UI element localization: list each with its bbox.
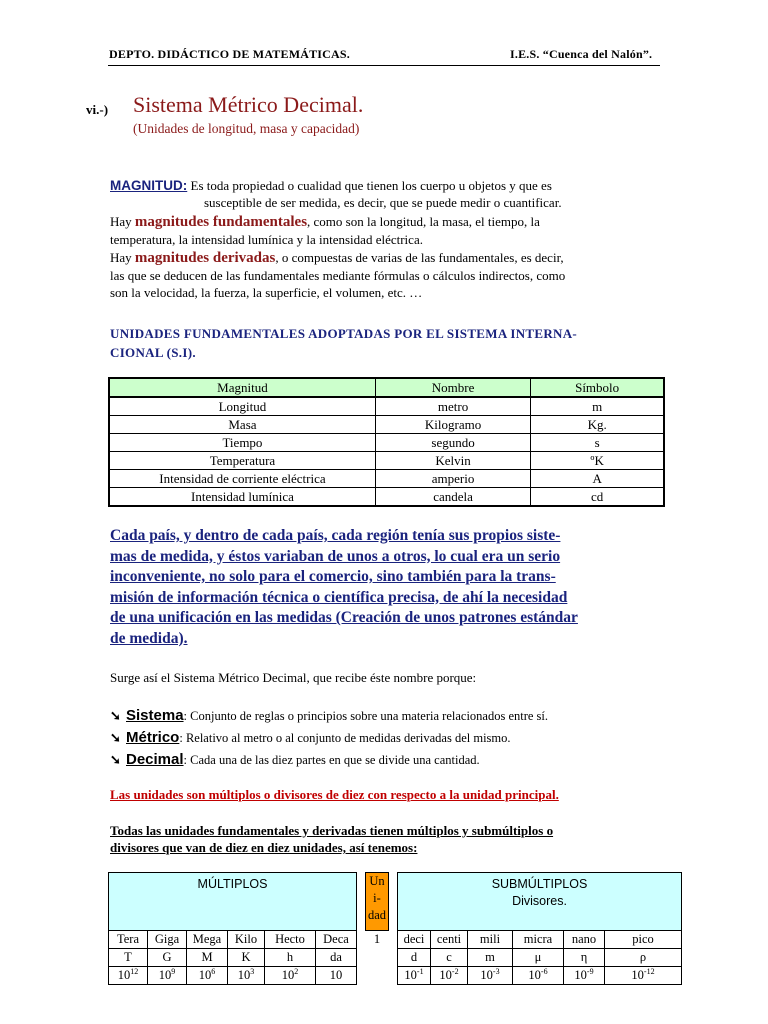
todas-paragraph (110, 822, 670, 856)
prefix-name: Deca (316, 931, 357, 949)
power-cell (148, 967, 187, 985)
history-line: de medida). (110, 629, 188, 647)
history-line: misión de información técnica o científica precisa, de ahí la necesidad (110, 588, 568, 606)
prefix-name: mili (468, 931, 513, 949)
power-cell (228, 967, 265, 985)
power-exponent: -1 (416, 966, 424, 976)
power-base: 10 (404, 968, 417, 982)
si-heading (110, 324, 670, 362)
deriv-post2: las que se deducen de las fundamentales mediante fórmulas o cálculos indirectos, como (110, 268, 566, 283)
magnitud-paragraph (110, 177, 670, 301)
table-cell: Longitud (109, 397, 375, 416)
power-exponent: -6 (540, 966, 548, 976)
power-exponent: -9 (586, 966, 594, 976)
header-magnitud: Magnitud (109, 378, 375, 397)
prefix-symbol: K (228, 949, 265, 967)
power-exponent: 3 (250, 966, 255, 976)
unit-value: 1 (373, 932, 381, 947)
prefix-name: Giga (148, 931, 187, 949)
arrow-bullet-icon: ➘ (110, 708, 121, 723)
unidad-part: dad (367, 908, 387, 922)
power-base: 10 (281, 968, 295, 982)
header-right: I.E.S. “Cuenca del Nalón”. (510, 47, 653, 61)
power-cell (564, 967, 605, 985)
history-line: mas de medida, y éstos variaban de unos a otros, lo cual era un serio (110, 547, 561, 565)
table-row (109, 397, 664, 416)
fund-post1: , como son la longitud, la masa, el tiempo, la (307, 214, 540, 229)
section-number: vi.-) (86, 102, 109, 117)
power-base: 10 (117, 968, 131, 982)
prefix-header-row (109, 873, 682, 931)
definitions-list (110, 705, 670, 771)
prefix-symbol: m (468, 949, 513, 967)
prefix-name: micra (513, 931, 564, 949)
prefix-name: deci (398, 931, 431, 949)
table-cell: segundo (375, 434, 530, 452)
arrow-bullet-icon: ➘ (110, 730, 121, 745)
table-cell: Kg. (531, 416, 664, 434)
unidad-part: Un (369, 874, 385, 888)
si-heading-line2: CIONAL (S.I). (110, 345, 196, 360)
table-cell: cd (531, 488, 664, 507)
table-cell: Masa (109, 416, 375, 434)
prefix-name: Hecto (265, 931, 316, 949)
power-base: 10 (158, 968, 172, 982)
table-row (109, 488, 664, 507)
prefix-symbol: da (316, 949, 357, 967)
table-row (109, 416, 664, 434)
power-cell (605, 967, 682, 985)
table-row (109, 452, 664, 470)
power-base: 10 (574, 968, 587, 982)
power-cell (316, 967, 357, 985)
si-heading-line1: UNIDADES FUNDAMENTALES ADOPTADAS POR EL SISTEMA INTERNA- (110, 326, 578, 341)
history-line: de una unificación en las medidas (Creación de unos patrones estándar (110, 609, 578, 626)
power-cell (468, 967, 513, 985)
definition-text: : Relativo al metro o al conjunto de medidas derivadas del mismo. (179, 731, 511, 745)
red-note: Las unidades son múltiplos o divisores de diez con respecto a la unidad principal. (110, 787, 559, 802)
prefix-symbol: M (187, 949, 228, 967)
power-exponent: 12 (130, 966, 139, 976)
magnitud-label: MAGNITUD: (110, 178, 188, 193)
table-cell: ºK (531, 452, 664, 470)
prefix-name: pico (605, 931, 682, 949)
table-cell: m (531, 397, 664, 416)
power-cell (513, 967, 564, 985)
prefix-table (108, 872, 682, 985)
surge-text: Surge así el Sistema Métrico Decimal, que recibe éste nombre porque: (110, 670, 477, 685)
power-exponent: -3 (492, 966, 500, 976)
power-cell (398, 967, 431, 985)
prefix-symbols-row (109, 949, 682, 967)
power-base: 10 (480, 968, 493, 982)
spacer-cell (389, 967, 398, 985)
list-item (110, 727, 670, 749)
fund-pre: Hay (110, 214, 135, 229)
table-cell: candela (375, 488, 530, 507)
power-exponent: -12 (643, 966, 655, 976)
prefix-names-row (109, 931, 682, 949)
todas-line: Todas las unidades fundamentales y derivadas tienen múltiplos y submúltiplos o (110, 823, 554, 838)
table-cell: Intensidad lumínica (109, 488, 375, 507)
table-cell: Tiempo (109, 434, 375, 452)
header-nombre: Nombre (375, 378, 530, 397)
prefix-powers-row (109, 967, 682, 985)
prefix-symbol: ρ (605, 949, 682, 967)
fund-post2: temperatura, la intensidad lumínica y la intensidad eléctrica. (110, 232, 423, 247)
empty-cell (366, 967, 389, 985)
table-row (109, 470, 664, 488)
history-line: inconveniente, no solo para el comercio, sino también para la trans- (110, 568, 556, 585)
history-paragraph (110, 526, 670, 649)
table-cell: A (531, 470, 664, 488)
prefix-name: Mega (187, 931, 228, 949)
table-row (109, 434, 664, 452)
power-cell (109, 967, 148, 985)
power-cell (187, 967, 228, 985)
list-item (110, 749, 670, 771)
spacer-cell (389, 949, 398, 967)
spacer-cell (389, 931, 398, 949)
arrow-bullet-icon: ➘ (110, 752, 121, 767)
definition-term: Decimal (126, 751, 184, 768)
power-base: 10 (329, 968, 343, 982)
table-cell: Temperatura (109, 452, 375, 470)
prefix-name: Kilo (228, 931, 265, 949)
power-base: 10 (528, 968, 541, 982)
prefix-symbol: G (148, 949, 187, 967)
prefix-symbol: h (265, 949, 316, 967)
table-cell: Intensidad de corriente eléctrica (109, 470, 375, 488)
spacer-cell (389, 873, 398, 931)
table-cell: Kelvin (375, 452, 530, 470)
definition-text: : Cada una de las diez partes en que se divide una cantidad. (183, 753, 480, 767)
header-divider (108, 65, 660, 66)
table-header-row (109, 378, 664, 397)
prefix-name: centi (431, 931, 468, 949)
prefix-symbol: μ (513, 949, 564, 967)
spacer-cell (357, 873, 366, 931)
power-exponent: 2 (294, 966, 299, 976)
power-base: 10 (198, 968, 212, 982)
power-base: 10 (439, 968, 452, 982)
section-title: Sistema Métrico Decimal. (133, 92, 364, 117)
definition-term: Métrico (126, 729, 180, 746)
power-base: 10 (237, 968, 251, 982)
submultiplos-title: SUBMÚLTIPLOS (491, 877, 588, 891)
multiplos-header: MÚLTIPLOS (109, 873, 357, 931)
power-exponent: 9 (171, 966, 176, 976)
power-exponent: 6 (211, 966, 216, 976)
table-cell: amperio (375, 470, 530, 488)
todas-line: divisores que van de diez en diez unidades, así tenemos: (110, 840, 418, 855)
prefix-symbol: c (431, 949, 468, 967)
table-cell: metro (375, 397, 530, 416)
prefix-symbol: η (564, 949, 605, 967)
fund-term: magnitudes fundamentales (134, 214, 308, 230)
definition-text: : Conjunto de reglas o principios sobre una materia relacionados entre sí. (183, 709, 549, 723)
magnitud-line2: susceptible de ser medida, es decir, que se puede medir o cuantificar. (204, 195, 562, 210)
prefix-name: Tera (109, 931, 148, 949)
history-line: Cada país, y dentro de cada país, cada región tenía sus propios siste- (110, 527, 561, 544)
list-item (110, 705, 670, 727)
deriv-post1: , o compuestas de varias de las fundamentales, es decir, (275, 250, 564, 265)
unidad-header (366, 873, 389, 931)
deriv-term: magnitudes derivadas (134, 250, 276, 266)
header-left: DEPTO. DIDÁCTICO DE MATEMÁTICAS. (109, 47, 350, 61)
power-base: 10 (631, 968, 644, 982)
table-cell: s (531, 434, 664, 452)
definition-term: Sistema (126, 707, 184, 724)
prefix-name: nano (564, 931, 605, 949)
divisores-title: Divisores. (512, 894, 567, 908)
table-cell: Kilogramo (375, 416, 530, 434)
spacer-cell (357, 931, 366, 949)
header-simbolo: Símbolo (531, 378, 664, 397)
magnitud-line1: Es toda propiedad o cualidad que tienen los cuerpo u objetos y que es (187, 178, 552, 193)
deriv-pre: Hay (110, 250, 135, 265)
spacer-cell (357, 967, 366, 985)
power-exponent: -2 (451, 966, 459, 976)
prefix-symbol: d (398, 949, 431, 967)
deriv-post3: son la velocidad, la fuerza, la superficie, el volumen, etc. … (110, 285, 423, 300)
empty-cell (366, 949, 389, 967)
spacer-cell (357, 949, 366, 967)
prefix-symbol: T (109, 949, 148, 967)
section-subtitle: (Unidades de longitud, masa y capacidad) (133, 121, 360, 136)
si-units-table (108, 377, 665, 507)
submultiplos-header (398, 873, 682, 931)
power-cell (265, 967, 316, 985)
power-cell (431, 967, 468, 985)
unidad-part: i- (373, 891, 381, 905)
